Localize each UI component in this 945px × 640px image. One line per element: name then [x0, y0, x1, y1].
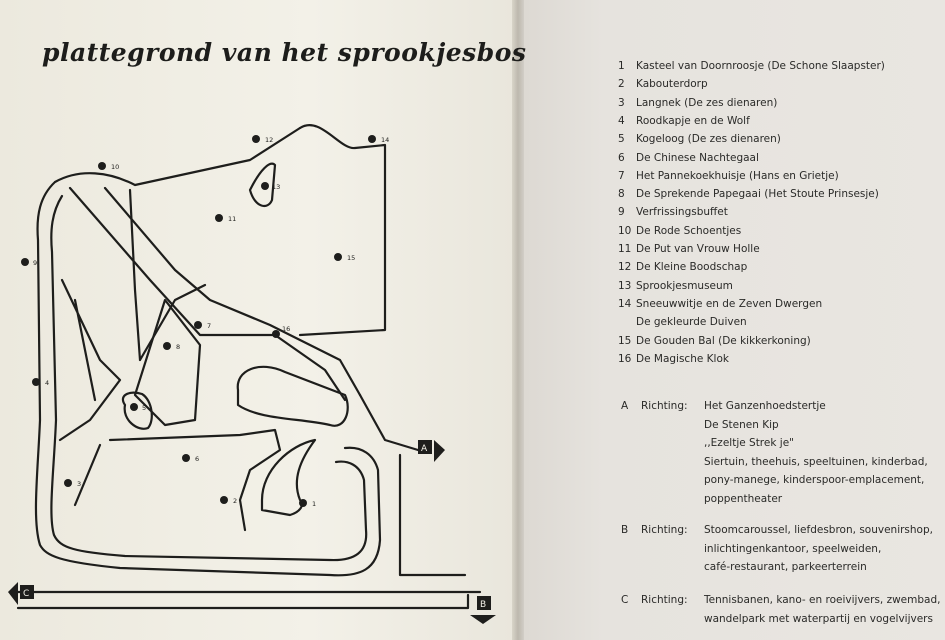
marker-label: 11: [228, 215, 237, 223]
svg-text:A: A: [421, 444, 428, 454]
marker-label: 16: [282, 325, 291, 333]
marker-label: 10: [111, 163, 120, 171]
path-exit-a: [360, 395, 418, 450]
marker-label: 3: [77, 480, 82, 488]
path-exit-b: [18, 595, 468, 608]
marker-label: 2: [233, 497, 238, 505]
marker-dot: [299, 499, 307, 507]
marker-label: 4: [45, 379, 50, 387]
path-west: [60, 280, 120, 440]
marker-label: 8: [176, 343, 181, 351]
svg-text:C: C: [23, 589, 30, 599]
marker-label: 6: [195, 455, 200, 463]
path-south-band: [75, 430, 280, 530]
path-avenue: [70, 188, 345, 400]
marker-label: 5: [142, 404, 147, 412]
marker-label: 14: [381, 136, 390, 144]
exit-c-marker: [8, 582, 34, 605]
exit-b-marker: [470, 596, 496, 624]
svg-text:B: B: [480, 600, 487, 610]
path-crescent: [262, 440, 315, 515]
marker-label: 15: [347, 254, 356, 262]
path-outer-loop: [36, 128, 380, 575]
exit-a-marker: [418, 440, 445, 462]
path-ne-block: [300, 125, 385, 335]
marker-label: 1: [312, 500, 317, 508]
marker-label: 9: [33, 259, 38, 267]
path-inner-loop: [51, 196, 366, 560]
marker-label: 12: [265, 136, 274, 144]
map-title: plattegrond van het sprookjesbos: [42, 38, 527, 67]
path-east-blob: [238, 367, 348, 426]
marker-label: 7: [207, 322, 212, 330]
path-east-road: [400, 455, 465, 575]
path-middle: [130, 190, 205, 360]
marker-label: 13: [272, 183, 281, 191]
